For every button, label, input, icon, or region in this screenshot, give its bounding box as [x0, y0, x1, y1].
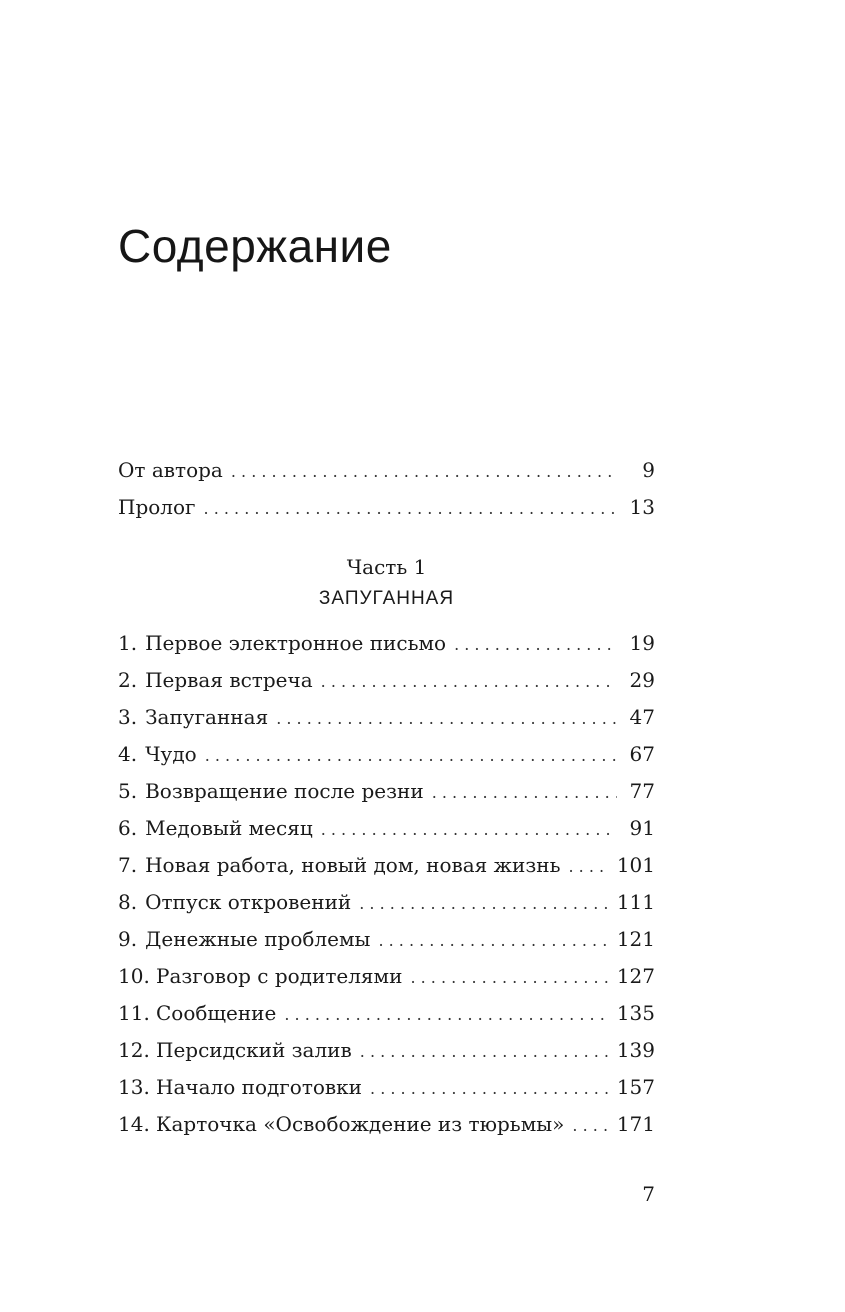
chapter-page: 91: [629, 816, 655, 840]
toc-chapter-row[interactable]: [118, 702, 655, 732]
chapter-page: 139: [616, 1038, 655, 1062]
chapter-number: 12.: [118, 1038, 150, 1062]
dot-leader: [284, 1000, 608, 1030]
chapter-title: Запуганная: [145, 705, 269, 729]
toc-entry-from-author[interactable]: [118, 455, 655, 485]
chapter-page: 29: [629, 668, 655, 692]
toc-chapter-row[interactable]: [118, 1109, 655, 1139]
chapter-number: 4.: [118, 742, 138, 766]
chapter-number: 8.: [118, 890, 138, 914]
part-title: ЗАПУГАННАЯ: [318, 588, 455, 609]
chapter-number: 9.: [118, 927, 138, 951]
chapter-number: 7.: [118, 853, 138, 877]
dot-leader: [370, 1074, 609, 1104]
toc-chapter-row[interactable]: [118, 628, 655, 658]
chapter-number: 2.: [118, 668, 138, 692]
toc-entry-page: 9: [642, 458, 655, 482]
chapter-page: 157: [616, 1075, 655, 1099]
toc-chapter-row[interactable]: [118, 813, 655, 843]
toc-chapter-row[interactable]: [118, 1072, 655, 1102]
dot-leader: [359, 889, 609, 919]
chapter-page: 67: [629, 742, 655, 766]
chapter-number: 6.: [118, 816, 138, 840]
dot-leader: [321, 667, 617, 697]
chapter-title: Отпуск откровений: [145, 890, 352, 914]
page-title: Содержание: [118, 220, 392, 272]
chapter-number: 14.: [118, 1112, 150, 1136]
part-heading: Часть 1: [346, 555, 427, 579]
chapter-title: Возвращение после резни: [145, 779, 424, 803]
chapter-title: Сообщение: [156, 1001, 277, 1025]
dot-leader: [276, 704, 617, 734]
dot-leader: [454, 630, 617, 660]
toc-entry-label: Пролог: [118, 495, 196, 519]
toc-entry-page: 13: [629, 495, 655, 519]
dot-leader: [321, 815, 617, 845]
chapter-title: Чудо: [145, 742, 197, 766]
chapter-page: 19: [629, 631, 655, 655]
chapter-title: Разговор с родителями: [156, 964, 403, 988]
chapter-number: 5.: [118, 779, 138, 803]
chapter-page: 121: [616, 927, 655, 951]
toc-chapter-row[interactable]: [118, 961, 655, 991]
chapter-number: 13.: [118, 1075, 150, 1099]
chapter-title: Денежные проблемы: [145, 927, 371, 951]
toc-chapter-row[interactable]: [118, 739, 655, 769]
toc-entry-prologue[interactable]: [118, 492, 655, 522]
toc-chapter-row[interactable]: [118, 924, 655, 954]
chapter-page: 47: [629, 705, 655, 729]
chapter-page: 171: [616, 1112, 655, 1136]
chapter-title: Персидский залив: [156, 1038, 352, 1062]
dot-leader: [360, 1037, 609, 1067]
dot-leader: [432, 778, 617, 808]
toc-chapter-row[interactable]: [118, 776, 655, 806]
chapter-page: 111: [616, 890, 655, 914]
toc-chapter-row[interactable]: [118, 998, 655, 1028]
chapter-number: 3.: [118, 705, 138, 729]
chapter-page: 127: [616, 964, 655, 988]
dot-leader: [205, 741, 617, 771]
chapter-page: 101: [616, 853, 655, 877]
chapter-title: Первое электронное письмо: [145, 631, 447, 655]
toc-chapter-row[interactable]: [118, 887, 655, 917]
chapter-title: Первая встреча: [145, 668, 313, 692]
dot-leader: [569, 852, 609, 882]
page-number: 7: [642, 1182, 655, 1206]
chapter-page: 77: [629, 779, 655, 803]
toc-chapter-row[interactable]: [118, 665, 655, 695]
chapter-title: Начало подготовки: [156, 1075, 363, 1099]
dot-leader: [231, 457, 617, 487]
chapter-page: 135: [616, 1001, 655, 1025]
dot-leader: [572, 1111, 608, 1141]
toc-entry-label: От автора: [118, 458, 223, 482]
chapter-title: Медовый месяц: [145, 816, 313, 840]
dot-leader: [378, 926, 608, 956]
dot-leader: [410, 963, 608, 993]
chapter-title: Новая работа, новый дом, новая жизнь: [145, 853, 561, 877]
chapter-number: 1.: [118, 631, 138, 655]
chapter-number: 11.: [118, 1001, 150, 1025]
toc-chapter-row[interactable]: [118, 850, 655, 880]
toc-chapter-row[interactable]: [118, 1035, 655, 1065]
chapter-number: 10.: [118, 964, 150, 988]
chapter-title: Карточка «Освобождение из тюрьмы»: [156, 1112, 565, 1136]
dot-leader: [204, 494, 617, 524]
